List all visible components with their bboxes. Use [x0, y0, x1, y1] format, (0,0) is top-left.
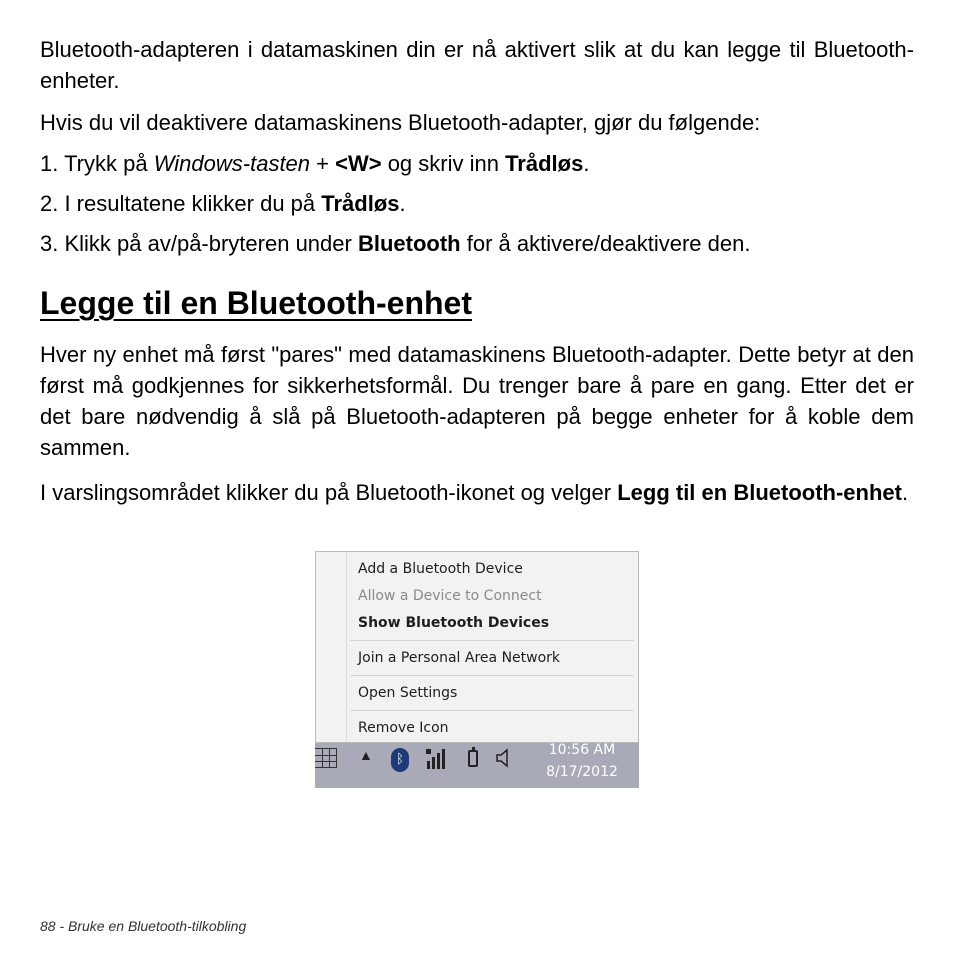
context-menu — [315, 551, 639, 743]
signal-icon[interactable] — [425, 747, 447, 769]
page-footer: 88 - Bruke en Bluetooth-tilkobling — [40, 918, 247, 934]
menu-item-remove-icon[interactable]: Remove Icon — [358, 720, 449, 736]
deactivate-intro: Hvis du vil deaktivere datamaskinens Bluetooth-adapter, gjør du følgende: — [40, 110, 761, 135]
menu-item-add-device[interactable]: Add a Bluetooth Device — [358, 561, 523, 577]
menu-separator — [350, 640, 634, 641]
step-3 — [40, 228, 914, 259]
menu-item-show-devices[interactable]: Show Bluetooth Devices — [358, 615, 550, 631]
battery-icon[interactable] — [468, 750, 478, 767]
taskbar — [315, 743, 639, 788]
keyboard-icon[interactable] — [315, 748, 337, 768]
notification-end: . — [901, 480, 909, 505]
step-2-end: . — [399, 191, 406, 216]
step-1-bold: Trådløs — [505, 151, 584, 176]
menu-gutter — [316, 552, 347, 742]
step-3-bold: Bluetooth — [357, 231, 461, 256]
step-3-end: for å aktivere/deaktivere den. — [460, 231, 751, 256]
intro-paragraph: Bluetooth-adapteren i datamaskinen din er nå aktivert slik at du kan legge til Bluetooth-enheter. — [40, 37, 914, 93]
step-2 — [40, 188, 914, 219]
notification-paragraph — [40, 477, 914, 508]
menu-separator — [350, 710, 634, 711]
step-3-text: 3. Klikk på av/på-bryteren under — [40, 231, 358, 256]
step-1-text: 1. Trykk på — [40, 151, 154, 176]
speaker-icon[interactable] — [495, 747, 513, 769]
notification-bold: Legg til en Bluetooth-enhet — [617, 480, 902, 505]
bluetooth-menu-screenshot — [315, 551, 639, 788]
menu-item-join-pan[interactable]: Join a Personal Area Network — [358, 650, 561, 666]
step-1-plus: + — [310, 151, 336, 176]
system-clock[interactable] — [537, 739, 627, 783]
step-1-end: . — [583, 151, 590, 176]
menu-separator — [350, 675, 634, 676]
clock-date: 8/17/2012 — [546, 764, 618, 780]
step-2-text: 2. I resultatene klikker du på — [40, 191, 322, 216]
pairing-paragraph: Hver ny enhet må først "pares" med datamaskinens Bluetooth-adapter. Dette betyr at den først må godkjennes for sikkerhetsformål. Du trenger bare å pare en gang. Etter det er det bare nødvendig å slå på Bluetooth-adapteren på begge enheter for å koble dem sammen. — [40, 342, 914, 460]
section-heading: Legge til en Bluetooth-enhet — [40, 285, 472, 321]
step-1-text2: og skriv inn — [381, 151, 506, 176]
step-1 — [40, 148, 914, 179]
notification-text: I varslingsområdet klikker du på Bluetooth-ikonet og velger — [40, 480, 618, 505]
menu-item-allow-connect: Allow a Device to Connect — [358, 588, 542, 604]
step-2-bold: Trådløs — [321, 191, 400, 216]
show-hidden-icons-icon[interactable]: ▲ — [359, 747, 373, 763]
step-1-italic: Windows-tasten — [153, 151, 311, 176]
clock-time: 10:56 AM — [548, 742, 616, 758]
bluetooth-icon[interactable]: ᛒ — [391, 748, 409, 772]
menu-item-open-settings[interactable]: Open Settings — [358, 685, 458, 701]
step-1-key: <W> — [335, 151, 382, 176]
